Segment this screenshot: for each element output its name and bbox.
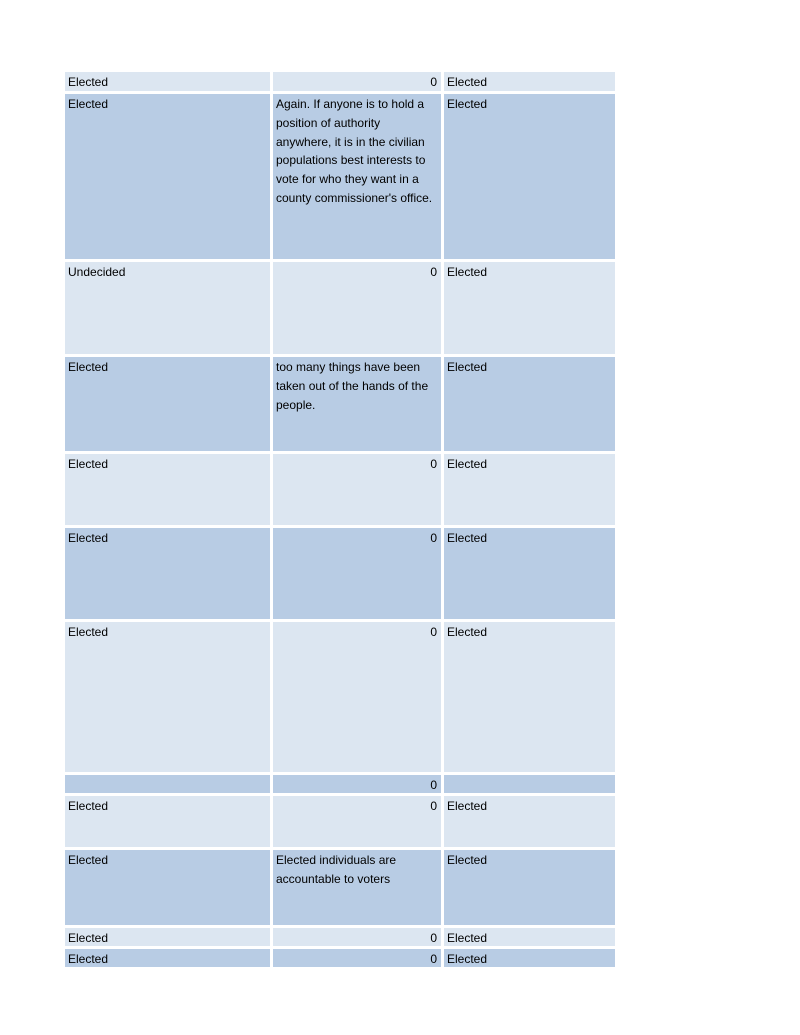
table-row — [65, 622, 615, 772]
comment-or-count-cell: 0 — [273, 775, 441, 793]
table-row — [65, 949, 615, 967]
vote-choice-secondary-cell: Elected — [444, 928, 615, 946]
table-row — [65, 72, 615, 91]
vote-choice-cell: Elected — [65, 454, 270, 525]
comment-or-count-cell: 0 — [273, 796, 441, 847]
comment-or-count-cell: 0 — [273, 454, 441, 525]
vote-choice-secondary-cell: Elected — [444, 796, 615, 847]
vote-choice-secondary-cell: Elected — [444, 262, 615, 354]
vote-choice-secondary-cell — [444, 775, 615, 793]
comment-or-count-cell: 0 — [273, 262, 441, 354]
table-row — [65, 357, 615, 451]
comment-or-count-cell: 0 — [273, 928, 441, 946]
comment-or-count-cell: 0 — [273, 528, 441, 619]
table-row — [65, 262, 615, 354]
table-row — [65, 94, 615, 259]
vote-choice-cell: Elected — [65, 796, 270, 847]
vote-choice-cell: Elected — [65, 94, 270, 259]
vote-choice-cell: Elected — [65, 850, 270, 925]
comment-or-count-cell: 0 — [273, 72, 441, 91]
vote-choice-secondary-cell: Elected — [444, 850, 615, 925]
vote-choice-secondary-cell: Elected — [444, 454, 615, 525]
table-row — [65, 775, 615, 793]
comment-or-count-cell: Elected individuals are accountable to voters — [273, 850, 441, 925]
vote-choice-secondary-cell: Elected — [444, 528, 615, 619]
table-row — [65, 528, 615, 619]
vote-choice-cell: Elected — [65, 357, 270, 451]
vote-choice-cell: Elected — [65, 928, 270, 946]
vote-choice-secondary-cell: Elected — [444, 94, 615, 259]
vote-choice-cell: Elected — [65, 72, 270, 91]
table-row — [65, 850, 615, 925]
vote-choice-cell: Elected — [65, 949, 270, 967]
table-row — [65, 796, 615, 847]
comment-or-count-cell: too many things have been taken out of the hands of the people. — [273, 357, 441, 451]
survey-responses-table — [65, 72, 615, 970]
vote-choice-cell — [65, 775, 270, 793]
comment-or-count-cell: 0 — [273, 622, 441, 772]
vote-choice-secondary-cell: Elected — [444, 72, 615, 91]
vote-choice-secondary-cell: Elected — [444, 357, 615, 451]
table-row — [65, 454, 615, 525]
vote-choice-cell: Undecided — [65, 262, 270, 354]
comment-or-count-cell: 0 — [273, 949, 441, 967]
vote-choice-cell: Elected — [65, 528, 270, 619]
table-row — [65, 928, 615, 946]
vote-choice-cell: Elected — [65, 622, 270, 772]
comment-or-count-cell: Again. If anyone is to hold a position of authority anywhere, it is in the civilian populations best interests to vote for who they want in a county commissioner's office. — [273, 94, 441, 259]
vote-choice-secondary-cell: Elected — [444, 622, 615, 772]
vote-choice-secondary-cell: Elected — [444, 949, 615, 967]
